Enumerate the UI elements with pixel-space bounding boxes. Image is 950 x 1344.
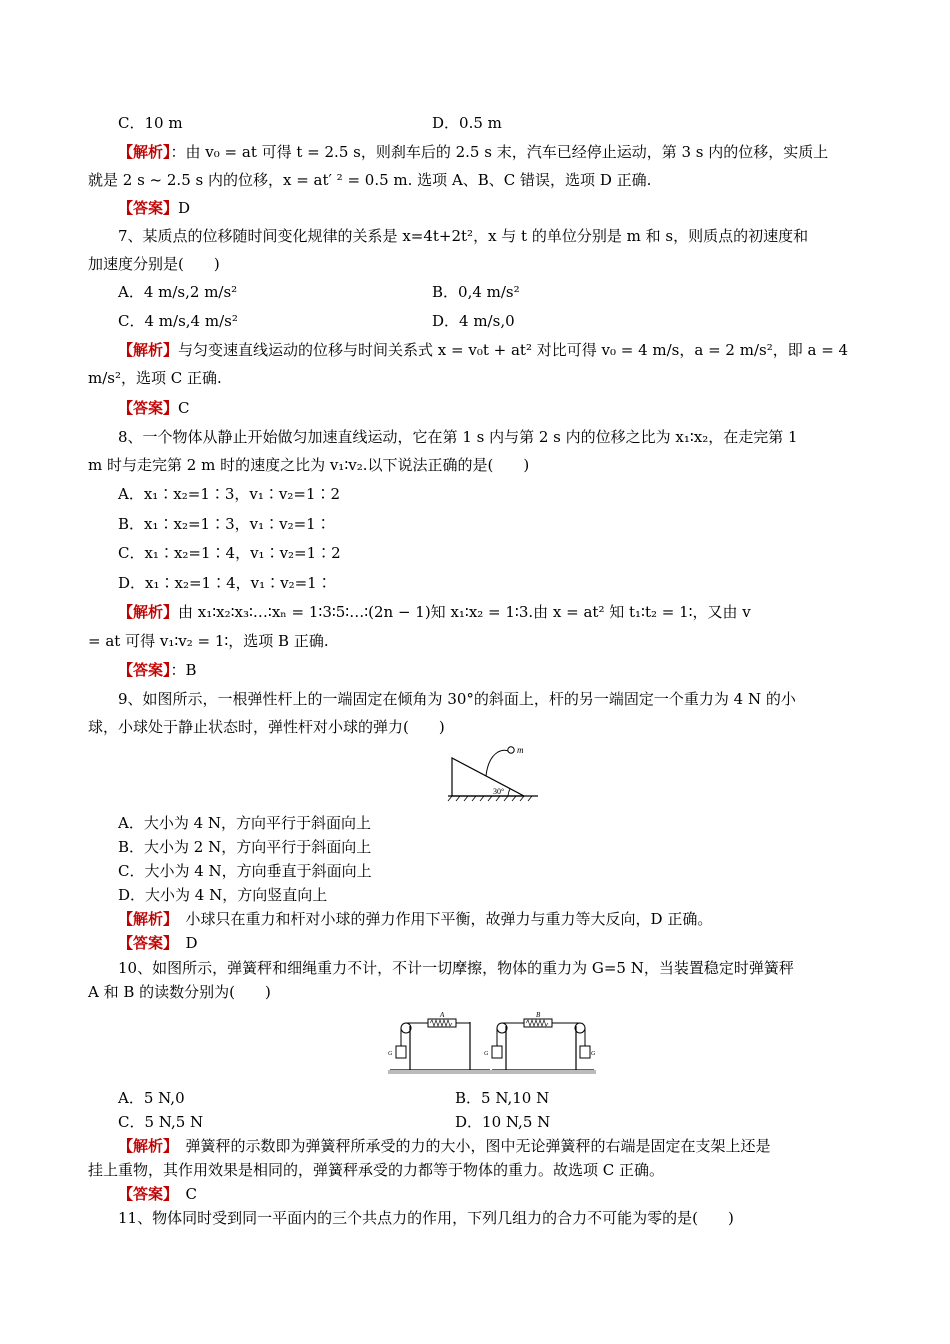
q10-option-d: D．10 N,5 N	[455, 1113, 551, 1131]
weight-g-label-1: G	[388, 1051, 393, 1057]
q6-option-c: C．10 m	[118, 114, 183, 132]
q10-analysis-line2: 挂上重物，其作用效果是相同的，弹簧秤承受的力都等于物体的重力。故选项 C 正确。	[88, 1161, 665, 1179]
left-device	[388, 1011, 492, 1074]
q7-option-b: B．0,4 m/s²	[432, 283, 520, 301]
analysis-label: 【解析】	[118, 603, 179, 621]
elastic-rod	[486, 750, 508, 776]
scale-b-label: B	[536, 1011, 541, 1019]
q9-answer-value: D	[170, 934, 198, 952]
q9-option-a: A．大小为 4 N，方向平行于斜面向上	[118, 814, 372, 832]
q10-analysis-line1: 弹簧秤的示数即为弹簧秤所承受的力的大小，图中无论弹簧秤的右端是固定在支架上还是	[170, 1137, 771, 1155]
q7-analysis-line2: m/s²，选项 C 正确.	[88, 369, 222, 387]
q6-option-d: D．0.5 m	[432, 114, 502, 132]
q7-analysis-line1: 与匀变速直线运动的位移与时间关系式 x = v₀t + at² 对比可得 v₀ = 4 m/s，a = 2 m/s²，即 a = 4	[178, 341, 849, 359]
q9-option-b: B．大小为 2 N，方向平行于斜面向上	[118, 838, 372, 856]
q10-answer	[118, 1184, 197, 1204]
q10-stem-line2	[88, 982, 271, 1002]
q10-stem-line2-text: A 和 B 的读数分别为( )	[88, 983, 271, 1001]
q10-answer-value: C	[170, 1185, 197, 1203]
q10-option-c: C．5 N,5 N	[118, 1113, 204, 1131]
q7-option-a: A．4 m/s,2 m/s²	[118, 283, 238, 301]
q6-analysis-line1: ：由 v₀ = at 可得 t = 2.5 s，则刹车后的 2.5 s 末，汽车已经停止运动，第 3 s 内的位移，实质上	[170, 143, 829, 161]
analysis-label: 【解析】	[118, 143, 171, 161]
q7-answer	[118, 398, 190, 418]
q11-stem-line1: 11、物体同时受到同一平面内的三个共点力的作用，下列几组力的合力不可能为零的是( )	[118, 1209, 734, 1227]
q10-analysis	[118, 1136, 771, 1156]
q8-option-b: B．x₁∶x₂=1∶3，v₁∶v₂=1∶	[118, 515, 331, 533]
analysis-label: 【解析】	[118, 910, 171, 928]
ball	[508, 747, 514, 753]
answer-label: 【答案】	[118, 399, 179, 417]
spring-scale-figure	[388, 1008, 596, 1078]
angle-label: 30°	[493, 787, 505, 796]
q8-analysis-line2: = at 可得 v₁∶v₂ = 1∶，选项 B 正确.	[88, 632, 329, 650]
q8-stem-line2: m 时与走完第 2 m 时的速度之比为 v₁∶v₂.以下说法正确的是( )	[88, 456, 530, 474]
mass-label: m	[517, 745, 524, 755]
q7-option-c: C．4 m/s,4 m/s²	[118, 312, 238, 330]
q9-option-c: C．大小为 4 N，方向垂直于斜面向上	[118, 862, 372, 880]
weight-g-label-3: G	[591, 1051, 596, 1057]
scale-a-label: A	[440, 1011, 445, 1019]
weight-g-label-2: G	[484, 1051, 489, 1057]
right-device	[484, 1011, 596, 1074]
answer-label: 【答案】	[118, 661, 171, 679]
angle-arc	[508, 789, 510, 796]
q6-answer-value: D	[178, 199, 191, 217]
q6-answer	[118, 198, 190, 218]
q8-stem-line1: 8、一个物体从静止开始做匀加速直线运动，它在第 1 s 内与第 2 s 内的位移之比为 x₁∶x₂，在走完第 1	[118, 428, 798, 446]
q9-answer	[118, 933, 198, 953]
q7-answer-value: C	[178, 399, 190, 417]
q6-analysis	[118, 142, 828, 162]
incline-figure	[446, 738, 541, 802]
q7-analysis	[118, 340, 848, 360]
q9-analysis	[118, 909, 712, 929]
q10-option-b: B．5 N,10 N	[455, 1089, 550, 1107]
q10-option-a: A．5 N,0	[118, 1089, 185, 1107]
q7-option-d: D．4 m/s,0	[432, 312, 515, 330]
q8-option-c: C．x₁∶x₂=1∶4，v₁∶v₂=1∶2	[118, 544, 341, 562]
q8-analysis-line1: 由 x₁∶x₂∶x₃∶…∶xₙ = 1∶3∶5∶…∶(2n − 1)知 x₁∶x₂ = 1∶3.由 x = at² 知 t₁∶t₂ = 1∶，又由 v	[178, 603, 751, 621]
q8-answer-value: ：B	[170, 661, 197, 679]
q9-stem-line1: 9、如图所示，一根弹性杆上的一端固定在倾角为 30°的斜面上，杆的另一端固定一个重力为 4 N 的小	[118, 690, 796, 708]
q7-stem-line1: 7、某质点的位移随时间变化规律的关系是 x=4t+2t²，x 与 t 的单位分别是 m 和 s，则质点的初速度和	[118, 227, 809, 245]
q7-stem-line2: 加速度分别是( )	[88, 255, 220, 273]
q9-option-d: D．大小为 4 N，方向竖直向上	[118, 886, 328, 904]
answer-label: 【答案】	[118, 1185, 171, 1203]
q10-stem-line1: 10、如图所示，弹簧秤和细绳重力不计，不计一切摩擦，物体的重力为 G=5 N，当装置稳定时弹簧秤	[118, 959, 794, 977]
q9-analysis-text: 小球只在重力和杆对小球的弹力作用下平衡，故弹力与重力等大反向，D 正确。	[170, 910, 713, 928]
ground-hatching	[448, 796, 532, 801]
analysis-label: 【解析】	[118, 1137, 171, 1155]
q8-option-d: D．x₁∶x₂=1∶4，v₁∶v₂=1∶	[118, 574, 332, 592]
answer-label: 【答案】	[118, 199, 179, 217]
incline-triangle	[452, 758, 524, 796]
q8-analysis	[118, 602, 751, 622]
analysis-label: 【解析】	[118, 341, 179, 359]
q8-option-a: A．x₁∶x₂=1∶3，v₁∶v₂=1∶2	[118, 485, 341, 503]
q6-analysis-line2: 就是 2 s ~ 2.5 s 内的位移，x = at′ ² = 0.5 m. 选项 A、B、C 错误，选项 D 正确.	[88, 171, 652, 189]
answer-label: 【答案】	[118, 934, 171, 952]
q8-answer	[118, 660, 197, 680]
q9-stem-line2: 球，小球处于静止状态时，弹性杆对小球的弹力( )	[88, 718, 445, 736]
